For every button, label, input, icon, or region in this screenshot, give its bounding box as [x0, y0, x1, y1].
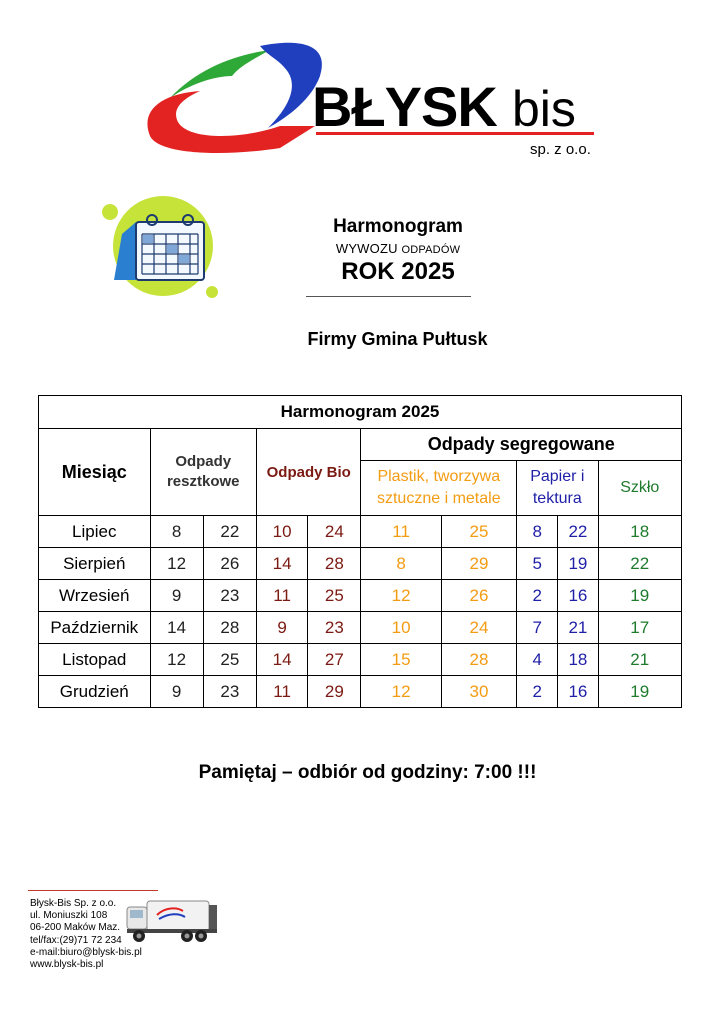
header-residual-waste: Odpady resztkowe: [150, 429, 256, 516]
header-month: Miesiąc: [39, 429, 151, 516]
table-row: [39, 612, 682, 644]
cell-plastic-1: 10: [361, 612, 441, 644]
cell-plastic-1: 12: [361, 580, 441, 612]
cell-month: Grudzień: [39, 676, 151, 708]
table-row: [39, 548, 682, 580]
cell-bio-1: 14: [256, 548, 307, 580]
cell-bio-1: 10: [256, 516, 307, 548]
cell-glass: 21: [598, 644, 682, 676]
cell-paper-1: 2: [517, 580, 558, 612]
cell-bio-1: 14: [256, 644, 307, 676]
cell-paper-2: 19: [558, 548, 598, 580]
cell-paper-1: 2: [517, 676, 558, 708]
cell-month: Listopad: [39, 644, 151, 676]
table-row: [39, 644, 682, 676]
cell-residual-1: 9: [150, 580, 203, 612]
cell-residual-1: 9: [150, 676, 203, 708]
table-title: Harmonogram 2025: [39, 396, 682, 429]
cell-plastic-2: 30: [441, 676, 516, 708]
schedule-heading: Harmonogram: [333, 216, 463, 237]
cell-month: Wrzesień: [39, 580, 151, 612]
cell-paper-2: 16: [558, 676, 598, 708]
cell-residual-1: 12: [150, 548, 203, 580]
cell-plastic-2: 24: [441, 612, 516, 644]
footer-street: ul. Moniuszki 108: [30, 910, 108, 922]
cell-residual-1: 14: [150, 612, 203, 644]
header-bio-waste: Odpady Bio: [256, 429, 360, 516]
cell-residual-1: 12: [150, 644, 203, 676]
cell-paper-1: 4: [517, 644, 558, 676]
cell-bio-2: 27: [308, 644, 361, 676]
cell-paper-1: 7: [517, 612, 558, 644]
cell-bio-2: 29: [308, 676, 361, 708]
calendar-icon: [100, 192, 225, 304]
header-segregated-waste: Odpady segregowane: [361, 429, 682, 461]
cell-plastic-2: 29: [441, 548, 516, 580]
header-paper: Papier i tektura: [517, 461, 598, 516]
firm-name: Firmy Gmina Pułtusk: [307, 329, 488, 349]
cell-bio-2: 25: [308, 580, 361, 612]
cell-plastic-2: 26: [441, 580, 516, 612]
cell-bio-2: 28: [308, 548, 361, 580]
cell-paper-1: 8: [517, 516, 558, 548]
cell-residual-2: 23: [203, 580, 256, 612]
cell-plastic-1: 12: [361, 676, 441, 708]
cell-plastic-1: 11: [361, 516, 441, 548]
collection-schedule-table: [38, 395, 682, 708]
pickup-time-reminder: Pamiętaj – odbiór od godziny: 7:00 !!!: [198, 762, 537, 783]
heading-divider: [306, 296, 471, 297]
cell-bio-1: 11: [256, 580, 307, 612]
header-plastic: Plastik, tworzywa sztuczne i metale: [361, 461, 517, 516]
cell-residual-1: 8: [150, 516, 203, 548]
cell-plastic-1: 8: [361, 548, 441, 580]
cell-plastic-1: 15: [361, 644, 441, 676]
schedule-subheading: [298, 241, 498, 256]
cell-month: Październik: [39, 612, 151, 644]
footer-email: e-mail:biuro@blysk-bis.pl: [30, 946, 142, 958]
footer-city: 06-200 Maków Maz.: [30, 922, 121, 934]
footer-divider: [28, 890, 158, 891]
cell-paper-2: 18: [558, 644, 598, 676]
cell-residual-2: 23: [203, 676, 256, 708]
cell-paper-2: 22: [558, 516, 598, 548]
cell-plastic-2: 28: [441, 644, 516, 676]
table-row: [39, 580, 682, 612]
cell-bio-1: 9: [256, 612, 307, 644]
cell-bio-1: 11: [256, 676, 307, 708]
header-glass: Szkło: [598, 461, 682, 516]
schedule-year: ROK 2025: [341, 258, 455, 285]
cell-glass: 19: [598, 580, 682, 612]
table-row: [39, 676, 682, 708]
subheading-word-2: ODPADÓW: [401, 244, 461, 256]
cell-residual-2: 26: [203, 548, 256, 580]
garbage-truck-icon: [125, 893, 220, 945]
cell-glass: 19: [598, 676, 682, 708]
company-logo: [140, 36, 610, 166]
cell-plastic-2: 25: [441, 516, 516, 548]
cell-paper-1: 5: [517, 548, 558, 580]
cell-month: Sierpień: [39, 548, 151, 580]
cell-glass: 22: [598, 548, 682, 580]
logo-suffix-text: bis: [512, 81, 576, 137]
cell-glass: 17: [598, 612, 682, 644]
cell-bio-2: 23: [308, 612, 361, 644]
cell-residual-2: 28: [203, 612, 256, 644]
logo-subline-text: sp. z o.o.: [530, 141, 591, 158]
cell-paper-2: 21: [558, 612, 598, 644]
table-row: [39, 516, 682, 548]
cell-residual-2: 25: [203, 644, 256, 676]
cell-month: Lipiec: [39, 516, 151, 548]
footer-company: Błysk-Bis Sp. z o.o.: [30, 898, 117, 909]
subheading-word-1: WYWOZU: [335, 241, 398, 256]
logo-brand-text: BŁYSK: [312, 75, 497, 138]
cell-paper-2: 16: [558, 580, 598, 612]
footer-website: www.blysk-bis.pl: [30, 959, 104, 971]
footer-phone: tel/fax:(29)71 72 234: [30, 934, 122, 946]
cell-glass: 18: [598, 516, 682, 548]
cell-residual-2: 22: [203, 516, 256, 548]
cell-bio-2: 24: [308, 516, 361, 548]
